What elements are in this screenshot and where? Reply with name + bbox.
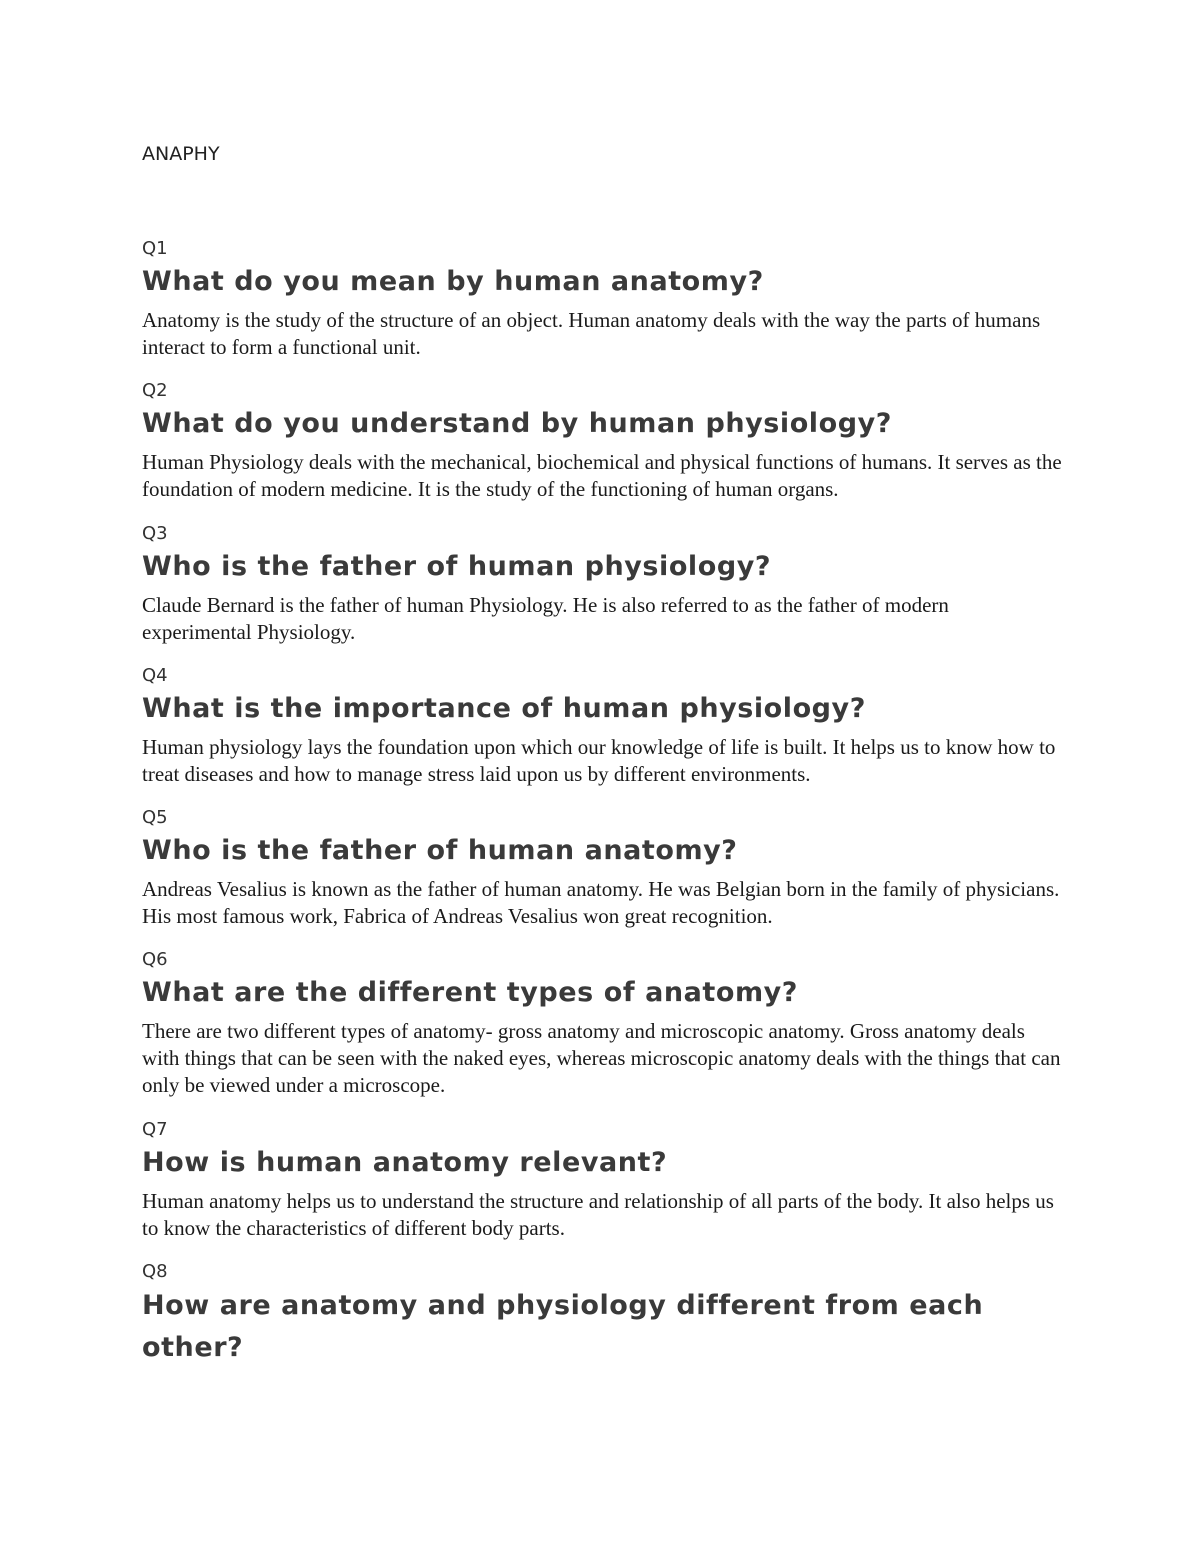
question-block-6 <box>142 947 1062 1117</box>
question-heading: What do you understand by human physiology? <box>142 408 892 440</box>
question-number: Q6 <box>142 949 168 971</box>
question-block-8 <box>142 1259 1062 1401</box>
question-number: Q4 <box>142 664 168 686</box>
answer-text: Andreas Vesalius is known as the father of human anatomy. He was Belgian born in the family of physicians. His most famous work, Fabrica of Andreas Vesalius won great recognition. <box>142 877 1060 929</box>
question-heading: What are the different types of anatomy? <box>142 977 798 1009</box>
question-number: Q1 <box>142 238 168 259</box>
question-block-2 <box>142 378 1062 520</box>
question-number: Q8 <box>142 1261 168 1283</box>
question-block-1 <box>142 236 1062 378</box>
question-heading: How is human anatomy relevant? <box>142 1147 668 1179</box>
answer-text: Anatomy is the study of the structure of an object. Human anatomy deals with the way the parts of humans interact to form a functional unit. <box>142 308 1041 359</box>
answer-text: Human Physiology deals with the mechanical, biochemical and physical functions of humans. It serves as the foundation of modern medicine. It is the study of the functioning of human organs. <box>142 450 1062 502</box>
question-heading: What is the importance of human physiology? <box>142 692 866 724</box>
question-heading: How are anatomy and physiology different from each other? <box>142 1290 984 1364</box>
question-block-5 <box>142 805 1062 947</box>
question-block-3 <box>142 521 1062 663</box>
question-heading: Who is the father of human anatomy? <box>142 835 738 867</box>
question-number: Q7 <box>142 1119 168 1141</box>
answer-text: Claude Bernard is the father of human Physiology. He is also referred to as the father of modern experimental Physiology. <box>142 592 949 644</box>
question-list <box>142 236 1062 1402</box>
document-title: ANAPHY <box>142 143 220 165</box>
question-number: Q3 <box>142 522 168 544</box>
answer-text: Human physiology lays the foundation upon which our knowledge of life is built. It helps us to know how to treat diseases and how to manage stress laid upon us by different environments. <box>142 734 1056 786</box>
question-number: Q2 <box>142 380 168 402</box>
question-block-4 <box>142 663 1062 805</box>
answer-text: Human anatomy helps us to understand the structure and relationship of all parts of the body. It also helps us to know the characteristics of different body parts. <box>142 1189 1054 1241</box>
question-heading: Who is the father of human physiology? <box>142 550 772 582</box>
answer-text: There are two different types of anatomy- gross anatomy and microscopic anatomy. Gross anatomy deals with things that can be seen with the naked eyes, whereas microscopic anatomy deals with the things that can only be viewed under a microscope. <box>142 1019 1061 1098</box>
question-heading: What do you mean by human anatomy? <box>142 266 764 297</box>
question-block-7 <box>142 1117 1062 1259</box>
question-number: Q5 <box>142 807 168 829</box>
